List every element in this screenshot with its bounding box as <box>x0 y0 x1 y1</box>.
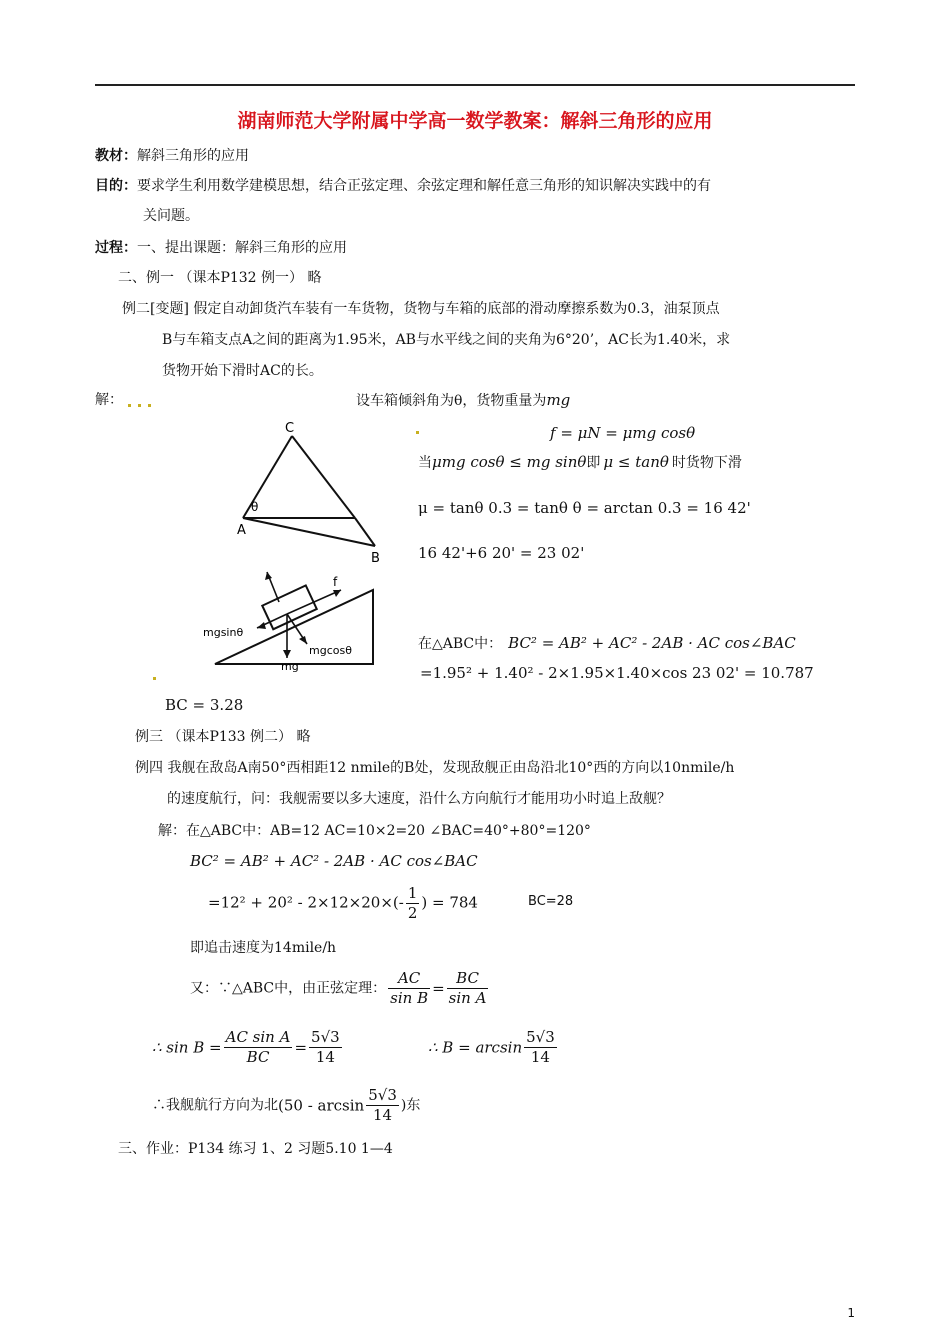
example-4-line-1: 例四 我舰在敌岛A南50°西相距12 nmile的B处，发现敌舰正由岛沿北10°西的方向以10nmile/h <box>135 760 735 776</box>
frac-num: AC sin A <box>225 1028 291 1046</box>
triangle-figure <box>225 418 395 568</box>
arcsin-prefix: ∴ B = arcsin <box>428 1038 523 1057</box>
marker-dot <box>138 404 141 407</box>
cargo-box <box>262 585 316 629</box>
marker-dot <box>153 677 156 680</box>
sinb-line <box>152 1028 344 1067</box>
cos-eq: BC² = AB² + AC² - 2AB · AC cos∠BAC <box>508 634 796 652</box>
label-f: f <box>333 575 338 589</box>
ex4-half-fraction <box>406 884 420 923</box>
process-line <box>95 238 347 258</box>
mgsin-arrowhead <box>257 622 266 629</box>
label-theta: θ <box>251 500 259 514</box>
incline-figure <box>195 566 385 676</box>
example-1: 二、例一 （课本P132 例一） 略 <box>118 270 322 286</box>
label-mgsin: mgsinθ <box>203 626 244 639</box>
eq-angle-sum: 16 42'+6 20' = 23 02' <box>418 544 585 562</box>
sine-equals: = <box>432 979 445 998</box>
example-4-line-2: 的速度航行，问：我舰需要以多大速度，沿什么方向航行才能用功小时追上敌舰？ <box>167 791 671 807</box>
goal-label: 目的： <box>95 178 137 194</box>
frac-num: 5√3 <box>368 1086 397 1104</box>
arcsin-fraction <box>524 1028 557 1067</box>
frac-den: 14 <box>530 1048 550 1066</box>
example-3: 例三 （课本P133 例二） 略 <box>135 729 311 745</box>
direction-suffix: )东 <box>400 1097 421 1114</box>
solution-intro <box>356 390 570 411</box>
material-label: 教材： <box>95 148 137 164</box>
material-line <box>95 146 249 166</box>
frac-den: 14 <box>315 1048 335 1066</box>
cos-prefix: 在△ABC中： <box>418 636 503 652</box>
ex4-eq2-a: =12² + 20² - 2×12×20×(- <box>208 893 404 912</box>
direction-line <box>152 1086 420 1125</box>
cos-eval: =1.95² + 1.40² - 2×1.95×1.40×cos 23 02' = 10.787 <box>420 664 814 682</box>
solution-label: 解： <box>95 392 123 408</box>
example-2-line-1: 例二[变题] 假定自动卸货汽车装有一车货物，货物与车箱的底部的滑动摩擦系数为0.3，油泵顶点 <box>122 301 720 317</box>
mg-arrowhead <box>283 650 291 658</box>
marker-dot <box>148 404 151 407</box>
example-2-line-3: 货物开始下滑时AC的长。 <box>162 363 323 379</box>
label-a: A <box>237 523 246 538</box>
label-c: C <box>285 421 295 436</box>
cond-mid: 即 <box>586 455 601 471</box>
homework: 三、作业：P134 练习 1、2 习题5.10 1—4 <box>118 1141 393 1157</box>
frac-num: 5√3 <box>311 1028 340 1046</box>
cond-ineq2: μ ≤ tanθ <box>603 453 669 471</box>
sinb-fraction-2 <box>309 1028 342 1067</box>
sinb-prefix: ∴ sin B = <box>152 1038 222 1057</box>
ex4-eq2 <box>208 884 478 923</box>
solution-intro-mg: mg <box>546 391 571 409</box>
process-text: 一、提出课题：解斜三角形的应用 <box>137 240 347 256</box>
sinb-fraction-1 <box>224 1028 293 1067</box>
header-rule <box>95 84 855 86</box>
direction-mid: (50 - arcsin <box>278 1096 365 1115</box>
sine-fraction-1 <box>388 969 430 1008</box>
side-cb <box>292 436 355 518</box>
normal-arrowhead <box>265 572 272 580</box>
frac-den: sin B <box>390 989 429 1007</box>
cond-suffix: 时货物下滑 <box>671 455 742 471</box>
ex4-eq2-b: ) = 784 <box>421 893 478 912</box>
marker-dot <box>416 431 419 434</box>
example-4-solution: 解：在△ABC中：AB=12 AC=10×2=20 ∠BAC=40°+80°=120° <box>158 823 591 839</box>
frac-num: 1 <box>407 884 418 902</box>
frac-den: BC <box>246 1048 270 1066</box>
cosine-law <box>418 633 796 654</box>
page-title: 湖南师范大学附属中学高一数学教案：解斜三角形的应用 <box>237 110 713 132</box>
arcsin-line <box>428 1028 559 1067</box>
marker-dot <box>128 404 131 407</box>
goal-text-1: 要求学生利用数学建模思想，结合正弦定理、余弦定理和解任意三角形的知识解决实践中的有 <box>137 178 711 194</box>
page-number: 1 <box>847 1306 855 1320</box>
bc-result: BC = 3.28 <box>165 696 244 714</box>
sine-prefix: 又：∵△ABC中，由正弦定理： <box>190 980 387 997</box>
label-mg: mg <box>281 660 299 673</box>
frac-num: AC <box>388 969 430 989</box>
ex4-bc-value: BC=28 <box>528 894 574 909</box>
label-mgcos: mgcosθ <box>309 644 352 657</box>
goal-line <box>95 176 711 196</box>
direction-fraction <box>366 1086 399 1125</box>
frac-num: BC <box>447 969 489 989</box>
side-ab <box>243 518 375 546</box>
frac-num: 5√3 <box>526 1028 555 1046</box>
goal-text-2: 关问题。 <box>143 208 199 224</box>
example-2-line-2: B与车箱支点A之间的距离为1.95米，AB与水平线之间的夹角为6°20’，AC长为1.40米，求 <box>162 332 731 348</box>
sine-fraction-2 <box>447 969 489 1008</box>
ex4-speed: 即追击速度为14mile/h <box>190 940 337 956</box>
mgcos-arrowhead <box>299 636 307 644</box>
ex4-sine-law <box>190 969 490 1008</box>
frac-den: 14 <box>373 1106 393 1124</box>
frac-den: 2 <box>407 904 418 922</box>
eq-tan: μ = tanθ 0.3 = tanθ θ = arctan 0.3 = 16 42' <box>418 499 751 517</box>
cond-prefix: 当 <box>418 455 432 471</box>
sinb-equals: = <box>294 1038 308 1057</box>
frac-den: sin A <box>448 989 487 1007</box>
ex4-eq1: BC² = AB² + AC² - 2AB · AC cos∠BAC <box>190 852 478 870</box>
eq-friction: f = μN = μmg cosθ <box>550 424 696 442</box>
process-label: 过程： <box>95 240 137 256</box>
cond-ineq: μmg cosθ ≤ mg sinθ <box>432 453 587 471</box>
solution-intro-text: 设车箱倾斜角为θ，货物重量为 <box>356 393 547 409</box>
slide-condition <box>418 452 742 473</box>
direction-prefix: ∴我舰航行方向为北 <box>152 1097 278 1114</box>
label-b: B <box>371 551 380 566</box>
material-text: 解斜三角形的应用 <box>137 148 249 164</box>
